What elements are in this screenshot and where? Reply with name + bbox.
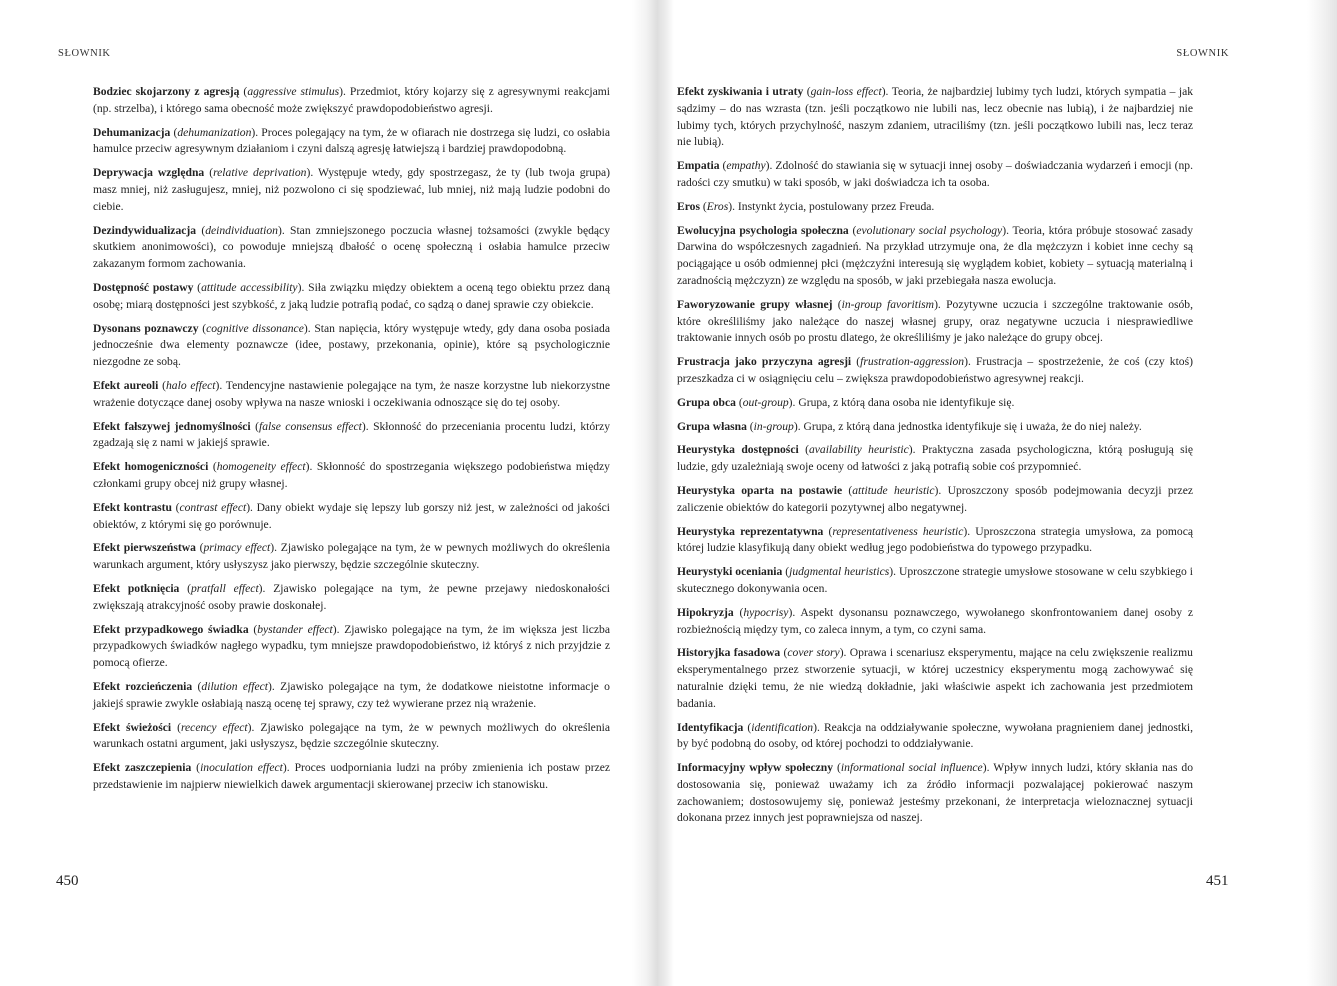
entry-term: Efekt aureoli: [93, 378, 159, 392]
entry-english-term: evolutionary social psychology: [856, 223, 1003, 237]
entry-term: Efekt zaszczepienia: [93, 761, 192, 775]
entry-definition: Zjawisko polegające na tym, że dodatkowe nieistotne informacje o jakiejś sprawie zwykle osłabiają naszą ocenę tej sprawy, czy też wywierane przez nią wrażenie.: [93, 679, 610, 710]
glossary-entry: Ewolucyjna psychologia społeczna (evolutionary social psychology). Teoria, która próbuje stosować zasady Darwina do współczesnych zagadnień. Na przykład utrzymuje ona, że dla mężczyzn i kobiet inne cechy są pociągające u osób odmiennej płci (mężczyźni interesują się wyglądem kobiet, kobiety – sytuacją materialną i zaradnością mężczyzn) ze względu na sposób, w jaki przebiegała nasza ewolucja.: [677, 223, 1194, 287]
entry-term: Empatia: [677, 159, 720, 173]
entry-english-term: recency effect: [180, 720, 248, 734]
entry-english-term: attitude heuristic: [852, 483, 935, 497]
entry-definition: Wpływ innych ludzi, który skłania nas do dostosowania się, ponieważ uważamy ich za źródło informacji pozwalającej pokierować naszym zachowaniem; dostosowujemy się, ponieważ jesteśmy przekonani, że interpretacja wieloznacznej sytuacji dokonana przez innych jest poprawniejsza od naszej.: [677, 761, 1193, 825]
entry-definition: Zjawisko polegające na tym, że w pewnych możliwych do określenia warunkach argument, który usłyszysz jako pierwszy, będzie szczególnie skuteczny.: [93, 541, 610, 572]
left-page: [0, 0, 660, 986]
right-page: [660, 0, 1337, 986]
entry-english-term: cognitive dissonance: [206, 321, 304, 335]
entry-term: Heurystyki oceniania: [677, 565, 783, 579]
glossary-entry: Informacyjny wpływ społeczny (informational social influence). Wpływ innych ludzi, który skłania nas do dostosowania się, ponieważ uważamy ich za źródło informacji pozwalającej pokierować naszym zachowaniem; dostosowujemy się, ponieważ jesteśmy przekonani, że interpretacja wieloznacznej sytuacji dokonana przez innych jest poprawniejsza od naszej.: [677, 761, 1193, 825]
glossary-entry: Empatia (empathy). Zdolność do stawiania się w sytuacji innej osoby – doświadczania wydarzeń i emocji (np. radości czy smutku) w taki sposób, w jaki doświadcza ich ta osoba.: [677, 159, 1193, 189]
entry-term: Ewolucyjna psychologia społeczna: [677, 223, 849, 237]
entry-term: Efekt fałszywej jednomyślności: [93, 419, 251, 433]
glossary-entry: Historyjka fasadowa (cover story). Oprawa i scenariusz eksperymentu, mające na celu zwiększenie realizmu eksperymentalnego przez stworzenie sytuacji, w której uczestnicy eksperymentu mogą zachowywać się naturalnie dzięki temu, że nie wiedzą dokładnie, jaki właściwie aspekt ich zachowania jest przedmiotem badania.: [677, 646, 1193, 710]
glossary-entry: Grupa własna (in-group). Grupa, z którą dana jednostka identyfikuje się i uważa, że do niej należy.: [677, 419, 1142, 433]
page-number: 450: [56, 873, 79, 889]
page-number: 451: [1206, 873, 1229, 889]
entry-definition: Siła związku między obiektem a oceną tego obiektu przez daną osobę; miarą dostępności jest szybkość, z jaką ludzie potrafią podać, co sądzą o danej sprawie czy obiekcie.: [93, 280, 610, 311]
entry-term: Informacyjny wpływ społeczny: [677, 761, 834, 775]
entry-term: Efekt zyskiwania i utraty: [677, 85, 804, 98]
glossary-entry: Efekt homogeniczności (homogeneity effect). Skłonność do spostrzegania większego podobieństwa między członkami grupy obcej niż grupy własnej.: [93, 460, 610, 490]
entry-definition: Proces uodporniania ludzi na próby zmienienia ich postaw przez przedstawienie im najpierw niewielkich dawek argumentacji skierowanej przeciw ich stanowisku.: [93, 761, 611, 791]
entry-english-term: in-group: [753, 419, 794, 433]
entry-definition: Uproszczone strategie umysłowe stosowane w celu szybkiego i skutecznego dokonywania ocen.: [677, 565, 1193, 595]
entry-definition: Grupa, z którą dana osoba nie identyfikuje się.: [798, 395, 1015, 409]
glossary-entry: Hipokryzja (hypocrisy). Aspekt dysonansu poznawczego, wywołanego skonfrontowaniem danej osoby z rozbieżnością między tym, co zaleca innym, a tym, co czyni sama.: [677, 605, 1193, 636]
entry-english-term: relative deprivation: [213, 166, 307, 180]
entry-definition: Zdolność do stawiania się w sytuacji innej osoby – doświadczania wydarzeń i emocji (np. radości czy smutku) w taki sposób, w jaki doświadcza ich ta osoba.: [677, 159, 1193, 189]
entry-english-term: hypocrisy: [743, 605, 789, 619]
entry-english-term: judgmental heuristics: [789, 565, 890, 579]
entry-definition: Uproszczona strategia umysłowa, za pomocą której ludzie klasyfikują dany obiekt według jego podobieństwa do typowego przypadku.: [677, 524, 1193, 555]
entry-definition: Frustracja – spostrzeżenie, że coś (czy ktoś) przeszkadza ci w osiągnięciu celu – zwiększa prawdopodobieństwo agresywnej reakcji.: [677, 355, 1193, 385]
entry-term: Heurystyka reprezentatywna: [677, 524, 824, 538]
glossary-entry: Identyfikacja (identification). Reakcja na oddziaływanie społeczne, wywołana pragnieniem danej jednostki, by być podobną do osoby, od której pochodzi to oddziaływanie.: [677, 720, 1193, 751]
glossary-entry: Efekt potknięcia (pratfall effect). Zjawisko polegające na tym, że pewne przejawy niedoskonałości zwiększają atrakcyjność osoby prawie doskonałej.: [93, 581, 610, 612]
glossary-entry: Dysonans poznawczy (cognitive dissonance). Stan napięcia, który występuje wtedy, gdy dana osoba posiada jednocześnie dwa elementy poznawcze (idee, postawy, przekonania, opinie), które są psychologicznie niezgodne ze sobą.: [93, 321, 610, 369]
entry-definition: Tendencyjne nastawienie polegające na tym, że nasze korzystne lub niekorzystne wrażenie dotyczące danej osoby wpływa na nasze wnioski i oczekiwania odnoszące się do tej osoby.: [93, 378, 610, 409]
entry-english-term: bystander effect: [257, 622, 333, 636]
entry-term: Dezindywidualizacja: [93, 223, 197, 237]
entry-english-term: contrast effect: [179, 500, 247, 514]
entry-definition: Aspekt dysonansu poznawczego, wywołanego skonfrontowaniem danej osoby z rozbieżnością między tym, co zaleca innym, a tym, co czyni sama.: [677, 605, 1193, 636]
glossary-entry: Efekt kontrastu (contrast effect). Dany obiekt wydaje się lepszy lub gorszy niż jest, w zależności od jakości obiektów, z którymi się go porównuje.: [93, 500, 610, 531]
entry-term: Heurystyka dostępności: [677, 443, 799, 457]
entry-term: Efekt rozcieńczenia: [93, 679, 193, 693]
glossary-entry: Efekt przypadkowego świadka (bystander effect). Zjawisko polegające na tym, że im większa jest liczba przypadkowych świadków nagłego wypadku, tym mniejsze prawdopodobieństwo, iż któryś z nich przyjdzie z pomocą ofierze.: [93, 622, 610, 670]
page-edge-shadow: [1307, 0, 1337, 986]
entry-term: Dostępność postawy: [93, 280, 194, 294]
entry-term: Efekt homogeniczności: [93, 460, 209, 474]
entry-term: Efekt potknięcia: [93, 581, 180, 595]
entry-term: Deprywacja względna: [93, 166, 205, 180]
entry-term: Efekt pierwszeństwa: [93, 541, 196, 555]
glossary-entry: Dostępność postawy (attitude accessibility). Siła związku między obiektem a oceną tego obiektu przez daną osobę; miarą dostępności jest szybkość, z jaką ludzie potrafią podać, co sądzą o danej sprawie czy obiekcie.: [93, 280, 610, 311]
glossary-entry: Eros (Eros). Instynkt życia, postulowany przez Freuda.: [677, 199, 935, 213]
glossary-entry: Efekt zaszczepienia (inoculation effect). Proces uodporniania ludzi na próby zmienienia ich postaw przez przedstawienie im najpierw niewielkich dawek argumentacji skierowanej przeciw ich stanowisku.: [93, 761, 611, 791]
entry-term: Grupa obca: [677, 395, 736, 409]
entry-definition: Praktyczna zasada psychologiczna, którą posługują się ludzie, gdy uzależniają swoje oceny od łatwości z jaką potrafią sobie coś przypomnieć.: [677, 443, 1194, 474]
glossary-entry: Efekt pierwszeństwa (primacy effect). Zjawisko polegające na tym, że w pewnych możliwych do określenia warunkach argument, który usłyszysz jako pierwszy, będzie szczególnie skuteczny.: [93, 541, 610, 572]
glossary-entry: Efekt rozcieńczenia (dilution effect). Zjawisko polegające na tym, że dodatkowe nieistotne informacje o jakiejś sprawie zwykle osłabiają naszą ocenę tej sprawy, czy też wywierane przez nią wrażenie.: [93, 679, 610, 710]
running-head: SŁOWNIK: [58, 48, 111, 59]
entry-english-term: availability heuristic: [808, 443, 909, 457]
entry-definition: Przedmiot, który kojarzy się z agresywnymi reakcjami (np. strzelba), i którego sama obecność może zwiększyć prawdopodobieństwo agresji.: [93, 85, 610, 115]
entry-english-term: homogeneity effect: [216, 460, 306, 474]
glossary-entry: Heurystyka reprezentatywna (representativeness heuristic). Uproszczona strategia umysłowa, za pomocą której ludzie klasyfikują dany obiekt według jego podobieństwa do typowego przypadku.: [677, 524, 1193, 555]
entry-term: Efekt przypadkowego świadka: [93, 622, 249, 636]
entry-english-term: frustration-aggression: [860, 355, 965, 369]
entry-term: Efekt świeżości: [93, 720, 172, 734]
entry-definition: Zjawisko polegające na tym, że im większa jest liczba przypadkowych świadków nagłego wypadku, tym mniejsze prawdopodobieństwo, iż któryś z nich przyjdzie z pomocą ofierze.: [93, 622, 610, 670]
entry-definition: Proces polegający na tym, że w ofiarach nie dostrzega się ludzi, co osłabia hamulce przeciw agresywnym działaniom i czyni dalszą agresję łatwiejszą i bardziej prawdopodobną.: [93, 125, 610, 156]
entry-definition: Stan zmniejszonego poczucia własnej tożsamości (zwykle będący skutkiem anonimowości), co powoduje mniejszą dbałość o ocenę społeczną i osłabia hamulce przeciw zakazanym formom zachowania.: [93, 223, 610, 271]
entry-definition: Teoria, że najbardziej lubimy tych ludzi, których sympatia – jak sądzimy – do nas wzrasta (tzn. jeśli początkowo nie lubili nas, lecz obecnie nas lubią), i że najbardziej nie lubimy tych, których przychylność, naszym zdaniem, utraciliśmy (tzn. jeśli początkowo lubili nas, lecz teraz nie lubią).: [677, 85, 1194, 149]
entry-english-term: halo effect: [166, 378, 216, 392]
glossary-column: [93, 84, 610, 801]
glossary-entry: Heurystyka dostępności (availability heuristic). Praktyczna zasada psychologiczna, którą posługują się ludzie, gdy uzależniają swoje oceny od łatwości z jaką potrafią sobie coś przypomnieć.: [677, 443, 1194, 474]
entry-english-term: pratfall effect: [191, 581, 259, 595]
entry-definition: Skłonność do przeceniania procentu ludzi, którzy zgadzają się z nami w jakiejś sprawie.: [93, 419, 610, 450]
entry-term: Dehumanizacja: [93, 125, 171, 139]
entry-definition: Reakcja na oddziaływanie społeczne, wywołana pragnieniem danej jednostki, by być podobną do osoby, od której pochodzi to oddziaływanie.: [677, 720, 1193, 751]
entry-definition: Oprawa i scenariusz eksperymentu, mające na celu zwiększenie realizmu eksperymentalnego przez stworzenie sytuacji, w której uczestnicy eksperymentu mogą zachowywać się naturalnie dzięki temu, że nie wiedzą dokładnie, jaki właściwie aspekt ich zachowania jest przedmiotem badania.: [677, 646, 1193, 710]
entry-definition: Dany obiekt wydaje się lepszy lub gorszy niż jest, w zależności od jakości obiektów, z którymi się go porównuje.: [93, 500, 610, 531]
entry-english-term: dilution effect: [201, 679, 268, 693]
glossary-entry: Faworyzowanie grupy własnej (in-group favoritism). Pozytywne uczucia i szczególne traktowanie osób, które określiliśmy jako należące do naszej własnej grupy, oraz negatywne uczucia i niesprawiedliwe traktowanie innych osób po prostu dlatego, że określiliśmy je jako należące do grupy obcej.: [677, 297, 1193, 345]
entry-term: Dysonans poznawczy: [93, 321, 199, 335]
entry-english-term: dehumanization: [177, 125, 252, 139]
entry-term: Efekt kontrastu: [93, 500, 172, 514]
entry-definition: Skłonność do spostrzegania większego podobieństwa między członkami grupy obcej niż grupy własnej.: [93, 460, 610, 490]
glossary-entry: Heurystyka oparta na postawie (attitude heuristic). Uproszczony sposób podejmowania decyzji przez zaliczenie obiektów do kategorii pozytywnej albo negatywnej.: [677, 483, 1193, 514]
entry-english-term: primacy effect: [203, 541, 271, 555]
entry-english-term: in-group favoritism: [841, 297, 935, 311]
entry-term: Identyfikacja: [677, 720, 744, 734]
entry-definition: Teoria, która próbuje stosować zasady Darwina do współczesnych zagadnień. Na przykład utrzymuje ona, że dla mężczyzn i kobiet inne cechy są pociągające u osób odmiennej płci (mężczyźni interesują się wyglądem kobiet, kobiety – sytuacją materialną i zaradnością mężczyzn) ze względu na sposób, w jaki przebiegała nasza ewolucja.: [677, 223, 1194, 287]
entry-english-term: cover story: [787, 646, 840, 660]
glossary-entry: Dezindywidualizacja (deindividuation). Stan zmniejszonego poczucia własnej tożsamości (zwykle będący skutkiem anonimowości), co powoduje mniejszą dbałość o ocenę społeczną i osłabia hamulce przeciw zakazanym formom zachowania.: [93, 223, 610, 271]
entry-english-term: false consensus effect: [258, 419, 362, 433]
glossary-entry: Grupa obca (out-group). Grupa, z którą dana osoba nie identyfikuje się.: [677, 395, 1015, 409]
glossary-column: [677, 84, 1193, 834]
entry-term: Faworyzowanie grupy własnej: [677, 297, 833, 311]
glossary-entry: Efekt zyskiwania i utraty (gain-loss effect). Teoria, że najbardziej lubimy tych ludzi, których sympatia – jak sądzimy – do nas wzrasta (tzn. jeśli początkowo nie lubili nas, lecz obecnie nas lubią), i że najbardziej nie lubimy tych, których przychylność, naszym zdaniem, utraciliśmy (tzn. jeśli początkowo lubili nas, lecz teraz nie lubią).: [677, 85, 1194, 149]
entry-term: Eros: [677, 199, 700, 213]
glossary-entry: Deprywacja względna (relative deprivation). Występuje wtedy, gdy spostrzegasz, że ty (lub twoja grupa) masz mniej, niż zasługujesz, mniej, niż pozwolono ci się spodziewać, lub mniej, niż mają ludzie podobni do ciebie.: [93, 166, 611, 213]
entry-definition: Uproszczony sposób podejmowania decyzji przez zaliczenie obiektów do kategorii pozytywnej albo negatywnej.: [677, 483, 1193, 514]
entry-definition: Grupa, z którą dana jednostka identyfikuje się i uważa, że do niej należy.: [803, 419, 1142, 433]
glossary-entry: Dehumanizacja (dehumanization). Proces polegający na tym, że w ofiarach nie dostrzega się ludzi, co osłabia hamulce przeciw agresywnym działaniom i czyni dalszą agresję łatwiejszą i bardziej prawdopodobną.: [93, 125, 610, 156]
glossary-entry: Heurystyki oceniania (judgmental heuristics). Uproszczone strategie umysłowe stosowane w celu szybkiego i skutecznego dokonywania ocen.: [677, 565, 1193, 595]
entry-english-term: informational social influence: [840, 761, 983, 775]
book-gutter: [632, 0, 674, 986]
glossary-entry: Bodziec skojarzony z agresją (aggressive stimulus). Przedmiot, który kojarzy się z agresywnymi reakcjami (np. strzelba), i którego sama obecność może zwiększyć prawdopodobieństwo agresji.: [93, 85, 610, 115]
entry-english-term: aggressive stimulus: [247, 85, 340, 98]
entry-definition: Zjawisko polegające na tym, że pewne przejawy niedoskonałości zwiększają atrakcyjność osoby prawie doskonałej.: [93, 581, 610, 612]
entry-english-term: representativeness heuristic: [832, 524, 964, 538]
running-head: SŁOWNIK: [1176, 48, 1229, 59]
entry-definition: Występuje wtedy, gdy spostrzegasz, że ty (lub twoja grupa) masz mniej, niż zasługujesz, mniej, niż pozwolono ci się spodziewać, lub mniej, niż mają ludzie podobni do ciebie.: [93, 166, 611, 213]
glossary-entry: Efekt fałszywej jednomyślności (false consensus effect). Skłonność do przeceniania procentu ludzi, którzy zgadzają się z nami w jakiejś sprawie.: [93, 419, 610, 450]
entry-english-term: empathy: [726, 159, 766, 173]
entry-definition: Pozytywne uczucia i szczególne traktowanie osób, które określiliśmy jako należące do naszej własnej grupy, oraz negatywne uczucia i niesprawiedliwe traktowanie innych osób po prostu dlatego, że określiliśmy je jako należące do grupy obcej.: [677, 297, 1193, 345]
entry-term: Heurystyka oparta na postawie: [677, 483, 843, 497]
glossary-entry: Efekt świeżości (recency effect). Zjawisko polegające na tym, że w pewnych możliwych do określenia warunkach ostatni argument, jaki usłyszysz, będzie szczególnie skuteczny.: [93, 720, 610, 751]
entry-term: Bodziec skojarzony z agresją: [93, 85, 240, 98]
glossary-entry: Frustracja jako przyczyna agresji (frustration-aggression). Frustracja – spostrzeżenie, że coś (czy ktoś) przeszkadza ci w osiągnięciu celu – zwiększa prawdopodobieństwo agresywnej reakcji.: [677, 355, 1193, 385]
entry-english-term: out-group: [742, 395, 789, 409]
entry-english-term: identification: [751, 720, 814, 734]
entry-definition: Zjawisko polegające na tym, że w pewnych możliwych do określenia warunkach ostatni argument, jaki usłyszysz, będzie szczególnie skuteczny.: [93, 720, 610, 751]
entry-english-term: inoculation effect: [200, 761, 283, 775]
entry-term: Hipokryzja: [677, 605, 734, 619]
entry-english-term: Eros: [706, 199, 729, 213]
entry-english-term: gain-loss effect: [810, 85, 882, 98]
entry-definition: Stan napięcia, który występuje wtedy, gdy dana osoba posiada jednocześnie dwa elementy poznawcze (idee, postawy, przekonania, opinie), które są psychologicznie niezgodne ze sobą.: [93, 321, 610, 369]
entry-english-term: deindividuation: [205, 223, 278, 237]
glossary-entry: Efekt aureoli (halo effect). Tendencyjne nastawienie polegające na tym, że nasze korzystne lub niekorzystne wrażenie dotyczące danej osoby wpływa na nasze wnioski i oczekiwania odnoszące się do tej osoby.: [93, 378, 610, 409]
entry-english-term: attitude accessibility: [201, 280, 298, 294]
entry-term: Frustracja jako przyczyna agresji: [677, 355, 852, 369]
entry-term: Grupa własna: [677, 419, 747, 433]
entry-definition: Instynkt życia, postulowany przez Freuda.: [737, 199, 935, 213]
entry-term: Historyjka fasadowa: [677, 646, 781, 660]
